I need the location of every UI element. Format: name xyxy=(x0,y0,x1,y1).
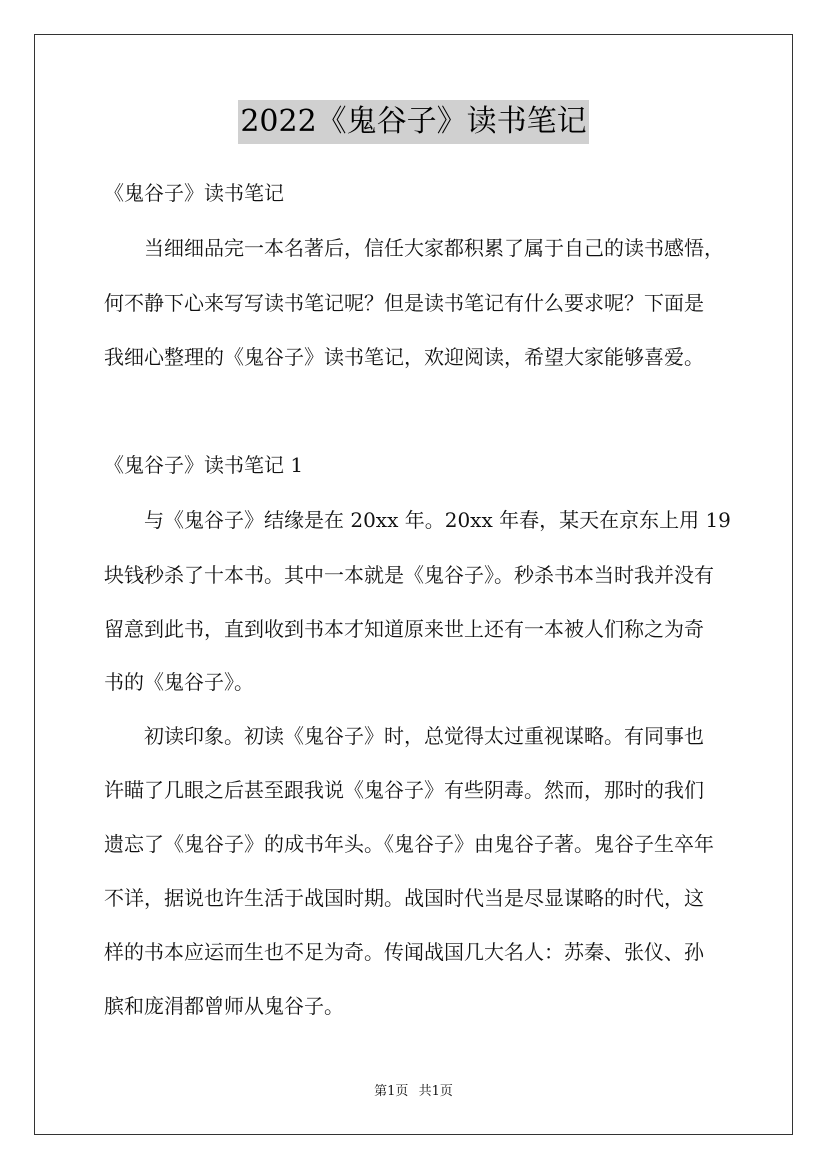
intro-line-3: 我细心整理的《鬼谷子》读书笔记，欢迎阅读，希望大家能够喜爱。 xyxy=(104,345,704,369)
para2-line-4: 不详，据说也许生活于战国时期。战国时代当是尽显谋略的时代，这 xyxy=(104,886,704,910)
para2-line-2: 许瞄了几眼之后甚至跟我说《鬼谷子》有些阴毒。然而，那时的我们 xyxy=(104,778,704,802)
document-title: 2022《鬼谷子》读书笔记 xyxy=(238,100,588,144)
page-footer xyxy=(0,1083,827,1101)
page-number: 第1页 xyxy=(374,1084,409,1099)
para1-line-2: 块钱秒杀了十本书。其中一本就是《鬼谷子》。秒杀书本当时我并没有 xyxy=(104,563,714,587)
para1-line-1: 与《鬼谷子》结缘是在 20xx 年。20xx 年春，某天在京东上用 19 xyxy=(144,508,731,532)
para1-line-4: 书的《鬼谷子》。 xyxy=(104,670,254,694)
para2-line-1: 初读印象。初读《鬼谷子》时，总觉得太过重视谋略。有同事也 xyxy=(144,724,704,748)
title-container xyxy=(0,100,827,144)
page-total: 共1页 xyxy=(418,1084,453,1099)
intro-line-1: 当细细品完一本名著后，信任大家都积累了属于自己的读书感悟， xyxy=(144,236,724,260)
para2-line-3: 遗忘了《鬼谷子》的成书年头。《鬼谷子》由鬼谷子著。鬼谷子生卒年 xyxy=(104,832,714,856)
section-heading: 《鬼谷子》读书笔记 1 xyxy=(104,453,304,477)
subtitle: 《鬼谷子》读书笔记 xyxy=(104,181,284,205)
para2-line-5: 样的书本应运而生也不足为奇。传闻战国几大名人：苏秦、张仪、孙 xyxy=(104,940,704,964)
para2-line-6: 膑和庞涓都曾师从鬼谷子。 xyxy=(104,994,344,1018)
para1-line-3: 留意到此书，直到收到书本才知道原来世上还有一本被人们称之为奇 xyxy=(104,617,704,641)
intro-line-2: 何不静下心来写写读书笔记呢？但是读书笔记有什么要求呢？下面是 xyxy=(104,291,704,315)
